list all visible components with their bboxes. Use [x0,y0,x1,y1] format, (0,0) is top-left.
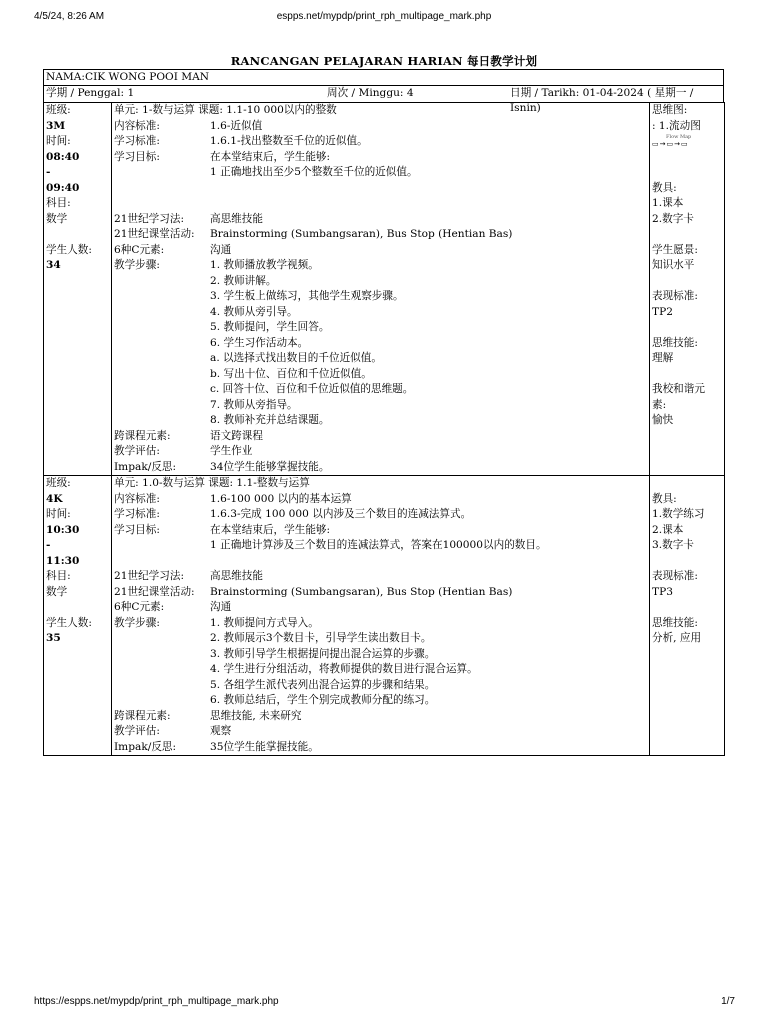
teaching-step-row [114,647,647,663]
teaching-step: 1. 教师提问方式导入。 [210,616,319,629]
content-standard-row [114,492,647,508]
aside-text: 教具: [652,492,677,505]
teaching-step: 2. 教师展示3个数目卡，引导学生读出数目卡。 [210,632,432,644]
steps-label-spacer [114,289,210,305]
aside-text: 3.数字卡 [652,539,694,551]
steps-label-spacer [114,413,210,429]
steps-label-spacer [114,662,210,678]
content-standard-row [114,119,647,135]
teaching-step-row [114,367,647,383]
unit-topic-line: 单元: 1.0-数与运算 课题: 1.1-整数与运算 [114,477,310,489]
content-standard-label: 内容标准: [114,492,160,505]
class-value: 3M [46,119,66,132]
term-field: 学期 / Penggal: 1 [46,87,135,99]
subject-value: 数学 [46,585,68,598]
aside-text: 表现标准: [652,290,698,302]
content-standard-value: 1.6-近似值 [210,119,263,132]
aside-text: 2.课本 [652,523,684,536]
teaching-step: 5. 教师提问，学生回答。 [210,321,330,333]
lesson-aside-cell [650,103,725,476]
teaching-step: c. 回答十位、百位和千位近似值的思维题。 [210,383,414,395]
students-value: 35 [46,632,61,644]
teaching-step-row [114,662,647,678]
teaching-step: b. 写出十位、百位和千位近似值。 [210,367,372,380]
blank-line [652,274,722,290]
assessment-row [114,444,647,460]
six-c-elements-value: 沟通 [210,243,232,256]
flow-map-icon: ▭→▭→▭ [652,140,689,148]
lesson-main-cell [112,103,650,476]
c21-activity-label: 21世纪课堂活动: [114,228,195,240]
learning-standard-label: 学习标准: [114,508,160,520]
c21-method-value: 高思维技能 [210,570,263,582]
c21-method-label: 21世纪学习法: [114,570,185,582]
print-url: https://espps.net/mypdp/print_rph_multipage_mark.php [34,996,279,1007]
aside-text: 表现标准: [652,570,698,582]
flow-map-caption: Flow Map [666,134,692,140]
assessment-row [114,724,647,740]
aside-text: 知识水平 [652,259,695,271]
teaching-step: a. 以选择式找出数目的千位近似值。 [210,352,382,364]
content-standard-value: 1.6-100 000 以内的基本运算 [210,492,352,505]
teacher-name: NAMA:CIK WONG POOI MAN [44,70,724,86]
lesson-aside-cell [650,476,725,756]
teaching-step-row [114,398,647,414]
impact-reflection-label: Impak/反思: [114,740,177,753]
blank-line [46,227,109,243]
assessment-value: 观察 [210,725,232,737]
subject-value: 数学 [46,212,68,225]
steps-label-spacer [114,678,210,694]
teaching-step-row [114,320,647,336]
assessment-label: 教学评估: [114,445,160,457]
impact-reflection-row [114,740,647,756]
teaching-step-row [114,336,647,352]
blank-line [652,367,722,383]
c21-activity-value: Brainstorming (Sumbangsaran), Bus Stop (Hentian Bas) [210,585,513,598]
blank-line [652,554,722,570]
document-title: RANCANGAN PELAJARAN HARIAN 每日教学计划 [230,54,538,68]
students-label: 学生人数: [46,616,92,629]
class-label: 班级: [46,477,71,489]
aside-text: 我校和谐元 [652,383,705,395]
learning-standard-label: 学习标准: [114,135,160,147]
objective-item-value: 1 正确地计算涉及三个数目的连减法算式，答案在100000以内的数目。 [210,539,547,551]
teaching-step: 4. 学生进行分组活动，将教师提供的数目进行混合运算。 [210,663,478,675]
aside-text: 教具: [652,181,677,194]
c21-method-row [114,569,647,585]
cross-curricular-label: 跨课程元素: [114,429,171,442]
teaching-step-row [114,258,647,274]
steps-label-spacer [114,274,210,290]
blank-line [114,196,647,212]
assessment-value: 学生作业 [210,445,253,457]
aside-text: TP3 [652,585,673,598]
blank-line [652,320,722,336]
aside-text: 思维图: [652,104,688,116]
steps-label: 教学步骤: [114,616,160,629]
steps-label-spacer [114,647,210,663]
six-c-elements-label: 6种C元素: [114,601,165,613]
cross-curricular-row [114,709,647,725]
learning-standard-row [114,134,647,150]
teaching-step: 3. 学生板上做练习，其他学生观察步骤。 [210,290,404,302]
six-c-elements-value: 沟通 [210,601,232,613]
aside-text: 1.课本 [652,197,684,209]
learning-objective-value: 在本堂结束后，学生能够: [210,150,331,163]
aside-text: 分析, 应用 [652,632,702,644]
print-datetime: 4/5/24, 8:26 AM [34,11,105,22]
impact-reflection-value: 34位学生能够掌握技能。 [210,460,330,473]
blank-line [652,476,722,492]
teaching-step-row [114,351,647,367]
teaching-step: 6. 教师总结后，学生个别完成教师分配的练习。 [210,694,436,706]
teaching-step-row [114,678,647,694]
flow-map-thumbnail [652,134,722,165]
objective-item-row [114,538,647,554]
steps-label: 教学步骤: [114,259,160,271]
blank-line [46,600,109,616]
time-end: 11:30 [46,554,80,567]
learning-objective-row [114,150,647,166]
time-start: 10:30 [46,523,80,536]
students-value: 34 [46,259,61,271]
learning-standard-value: 1.6.1-找出整数至千位的近似值。 [210,135,368,147]
teaching-step-row [114,305,647,321]
lesson-row [44,103,725,476]
c21-method-label: 21世纪学习法: [114,212,185,225]
cross-curricular-row [114,429,647,445]
steps-label-spacer [114,382,210,398]
objective-item-label [114,165,210,181]
learning-objective-row [114,523,647,539]
impact-reflection-label: Impak/反思: [114,460,177,473]
time-label: 时间: [46,508,71,520]
lesson-main-cell [112,476,650,756]
learning-objective-label: 学习目标: [114,150,160,163]
learning-standard-row [114,507,647,523]
c21-activity-label: 21世纪课堂活动: [114,585,195,598]
teaching-step-row [114,274,647,290]
assessment-label: 教学评估: [114,725,160,737]
blank-line [652,227,722,243]
aside-text: TP2 [652,305,673,318]
week-field: 周次 / Minggu: 4 [327,87,414,99]
c21-method-row [114,212,647,228]
c21-activity-row [114,585,647,601]
c21-method-value: 高思维技能 [210,212,263,225]
subject-label: 科目: [46,197,71,209]
steps-label-spacer [114,336,210,352]
cross-curricular-value: 语文跨课程 [210,429,263,442]
blank-line [114,181,647,197]
objective-item-row [114,165,647,181]
c21-activity-value: Brainstorming (Sumbangsaran), Bus Stop (Hentian Bas) [210,228,513,240]
cross-curricular-label: 跨课程元素: [114,709,171,722]
teaching-step-row [114,693,647,709]
teaching-step: 5. 各组学生派代表列出混合运算的步骤和结果。 [210,678,436,691]
c21-activity-row [114,227,647,243]
steps-label-spacer [114,367,210,383]
unit-topic-line: 单元: 1-数与运算 课题: 1.1-10 000以内的整数 [114,104,337,116]
print-host-path: espps.net/mypdp/print_rph_multipage_mark.php [276,11,492,22]
lessons-table [43,102,725,756]
date-field: 日期 / Tarikh: 01-04-2024 ( 星期一 / Isnin) [510,87,694,114]
aside-text: 学生愿景: [652,243,698,256]
steps-label-spacer [114,305,210,321]
teaching-step: 2. 教师讲解。 [210,274,277,287]
aside-text: 思维技能: [652,336,698,349]
steps-label-spacer [114,693,210,709]
objective-item-value: 1 正确地找出至少5个整数至千位的近似值。 [210,166,418,178]
aside-text: 理解 [652,352,674,364]
six-c-elements-row [114,243,647,259]
teaching-step-row [114,631,647,647]
time-label: 时间: [46,135,71,147]
aside-text: 素: [652,398,667,411]
teaching-step-row [114,413,647,429]
steps-label-spacer [114,398,210,414]
learning-objective-label: 学习目标: [114,523,160,536]
class-value: 4K [46,492,63,505]
print-page-number: 1/7 [721,996,735,1007]
time-dash: - [46,539,51,551]
impact-reflection-value: 35位学生能掌握技能。 [210,740,319,753]
impact-reflection-row [114,460,647,476]
students-label: 学生人数: [46,243,92,256]
class-label: 班级: [46,104,71,116]
teaching-step-row [114,616,647,632]
six-c-elements-row [114,600,647,616]
objective-item-label [114,538,210,554]
content-standard-label: 内容标准: [114,119,160,132]
teaching-step-row [114,289,647,305]
teaching-step: 3. 教师引导学生根据提问提出混合运算的步骤。 [210,647,436,660]
teaching-step: 1. 教师播放教学视频。 [210,259,319,271]
blank-line [652,165,722,181]
steps-label-spacer [114,631,210,647]
teaching-step-row [114,382,647,398]
lesson-row [44,476,725,756]
six-c-elements-label: 6种C元素: [114,243,165,256]
cross-curricular-value: 思维技能, 未来研究 [210,709,302,722]
teaching-step: 4. 教师从旁引导。 [210,305,298,318]
aside-text: 2.数字卡 [652,212,694,225]
teaching-step: 8. 教师补充并总结课题。 [210,414,330,426]
subject-label: 科目: [46,570,71,582]
time-dash: - [46,166,51,178]
teaching-step: 7. 教师从旁指导。 [210,398,298,411]
aside-text: 思维技能: [652,616,698,629]
teaching-step: 6. 学生习作活动本。 [210,336,309,349]
learning-objective-value: 在本堂结束后，学生能够: [210,523,331,536]
steps-label-spacer [114,320,210,336]
blank-line [114,554,647,570]
aside-text: : 1.流动图 [652,119,701,132]
steps-label-spacer [114,351,210,367]
lesson-side-cell [44,103,112,476]
blank-line [652,600,722,616]
aside-text: 愉快 [652,414,674,426]
lesson-side-cell [44,476,112,756]
learning-standard-value: 1.6.3-完成 100 000 以内涉及三个数目的连减法算式。 [210,508,472,520]
lesson-plan-table [43,69,724,756]
time-start: 08:40 [46,150,80,163]
aside-text: 1.数学练习 [652,508,705,520]
time-end: 09:40 [46,181,80,194]
